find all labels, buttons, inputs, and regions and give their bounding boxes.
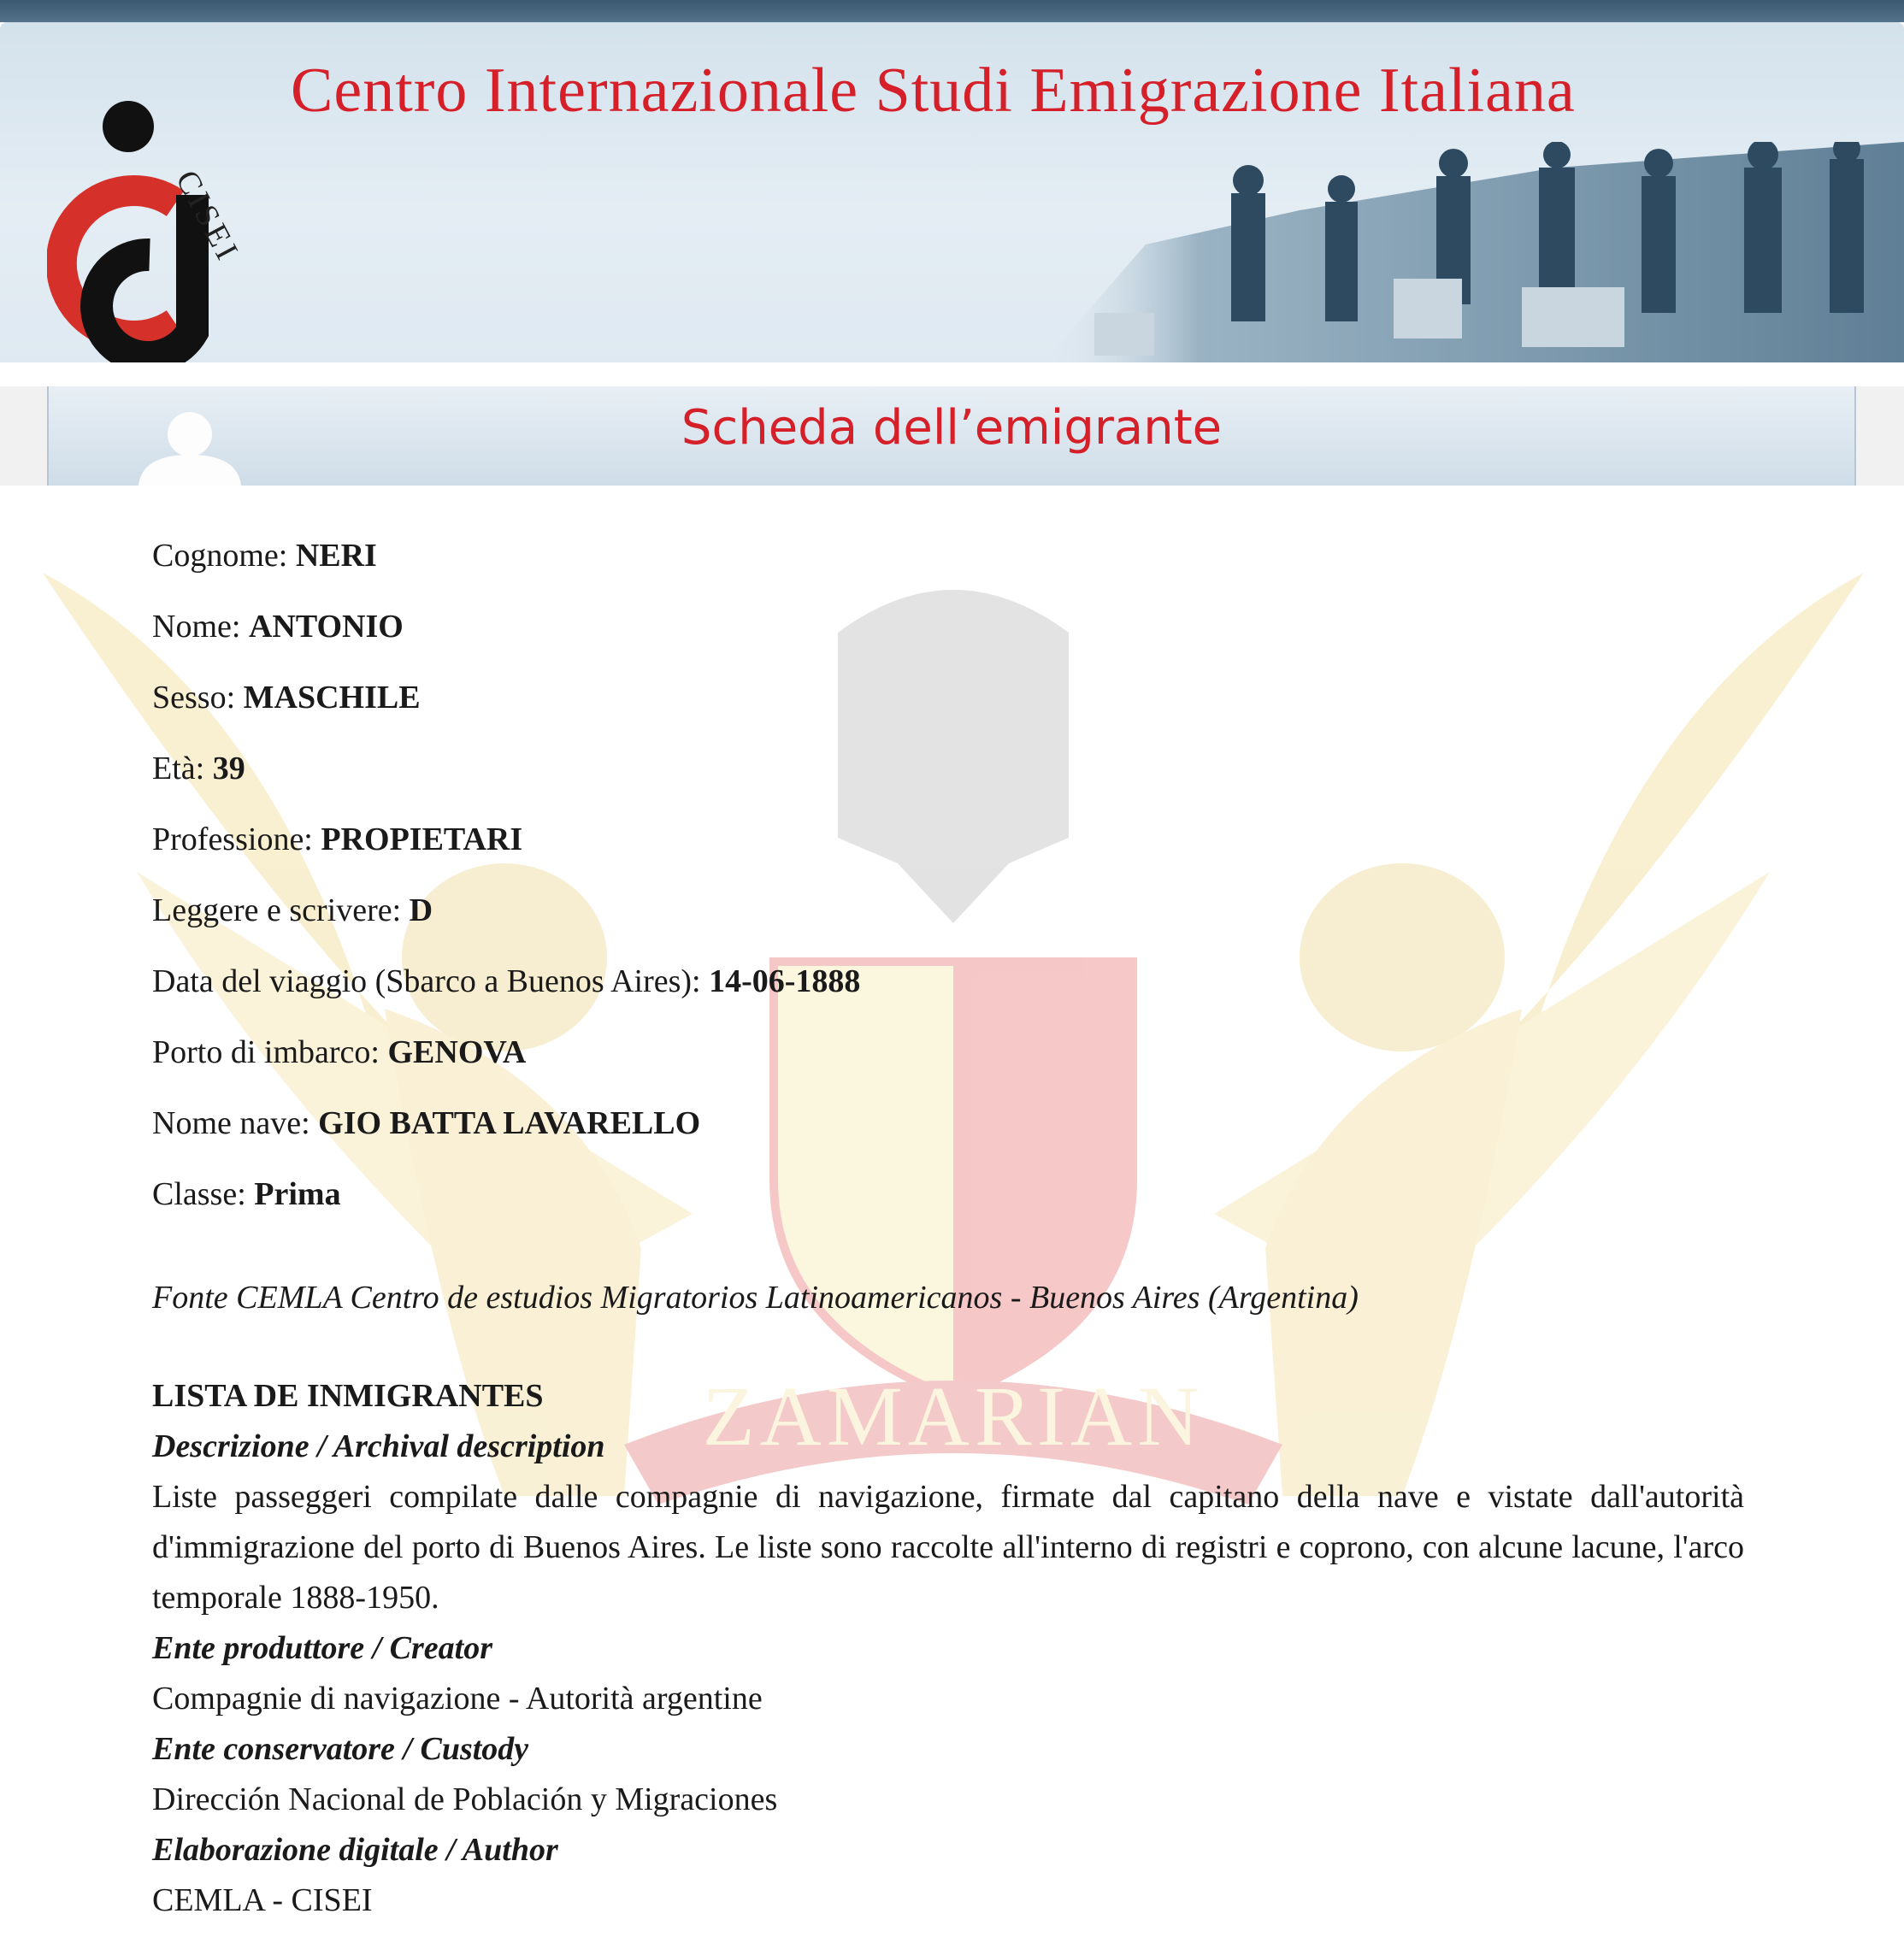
list-heading: LISTA DE INMIGRANTES — [152, 1378, 544, 1414]
source-note: Fonte CEMLA Centro de estudios Migratorios Latinoamericanos - Buenos Aires (Argentina) — [152, 1280, 1359, 1316]
custody-text: Dirección Nacional de Población y Migraciones — [152, 1781, 778, 1817]
emigrants-photo — [1043, 142, 1904, 362]
section-title: Scheda dell’emigrante — [681, 400, 1223, 456]
author-text: CEMLA - CISEI — [152, 1882, 373, 1918]
field-leggere-scrivere: Leggere e scrivere: D — [152, 892, 433, 928]
author-label: Elaborazione digitale / Author — [152, 1832, 558, 1868]
top-bar — [0, 0, 1904, 22]
field-data-viaggio: Data del viaggio (Sbarco a Buenos Aires): 14-06-1888 — [152, 963, 861, 999]
cisei-logo[interactable] — [47, 75, 269, 362]
creator-label: Ente produttore / Creator — [152, 1630, 492, 1666]
field-sesso: Sesso: MASCHILE — [152, 680, 421, 715]
description-text: Liste passeggeri compilate dalle compagnie di navigazione, firmate dal capitano della nave e vistate dall'autorità d'immigrazione del porto di Buenos Aires. Le liste sono raccolte all'interno di registri e coprono, con alcune lacune, l'arco temporale 1888-1950. — [152, 1479, 1744, 1616]
field-eta: Età: 39 — [152, 751, 245, 786]
field-porto-imbarco: Porto di imbarco: GENOVA — [152, 1034, 527, 1070]
field-cognome: Cognome: NERI — [152, 538, 377, 574]
emigrant-record — [152, 537, 1744, 1926]
custody-label: Ente conservatore / Custody — [152, 1731, 529, 1767]
site-header — [0, 22, 1904, 362]
section-header — [47, 386, 1856, 486]
creator-text: Compagnie di navigazione - Autorità argentine — [152, 1681, 763, 1717]
archival-info — [152, 1371, 1744, 1926]
site-title: Centro Internazionale Studi Emigrazione Italiana — [291, 56, 1576, 126]
field-classe: Classe: Prima — [152, 1176, 341, 1212]
logo-text: CISEI — [168, 164, 247, 268]
description-label: Descrizione / Archival description — [152, 1428, 605, 1464]
field-nome-nave: Nome nave: GIO BATTA LAVARELLO — [152, 1105, 701, 1141]
field-nome: Nome: ANTONIO — [152, 609, 404, 645]
field-professione: Professione: PROPIETARI — [152, 821, 523, 857]
watermark-text: ZAMARIAN — [702, 1369, 1205, 1463]
